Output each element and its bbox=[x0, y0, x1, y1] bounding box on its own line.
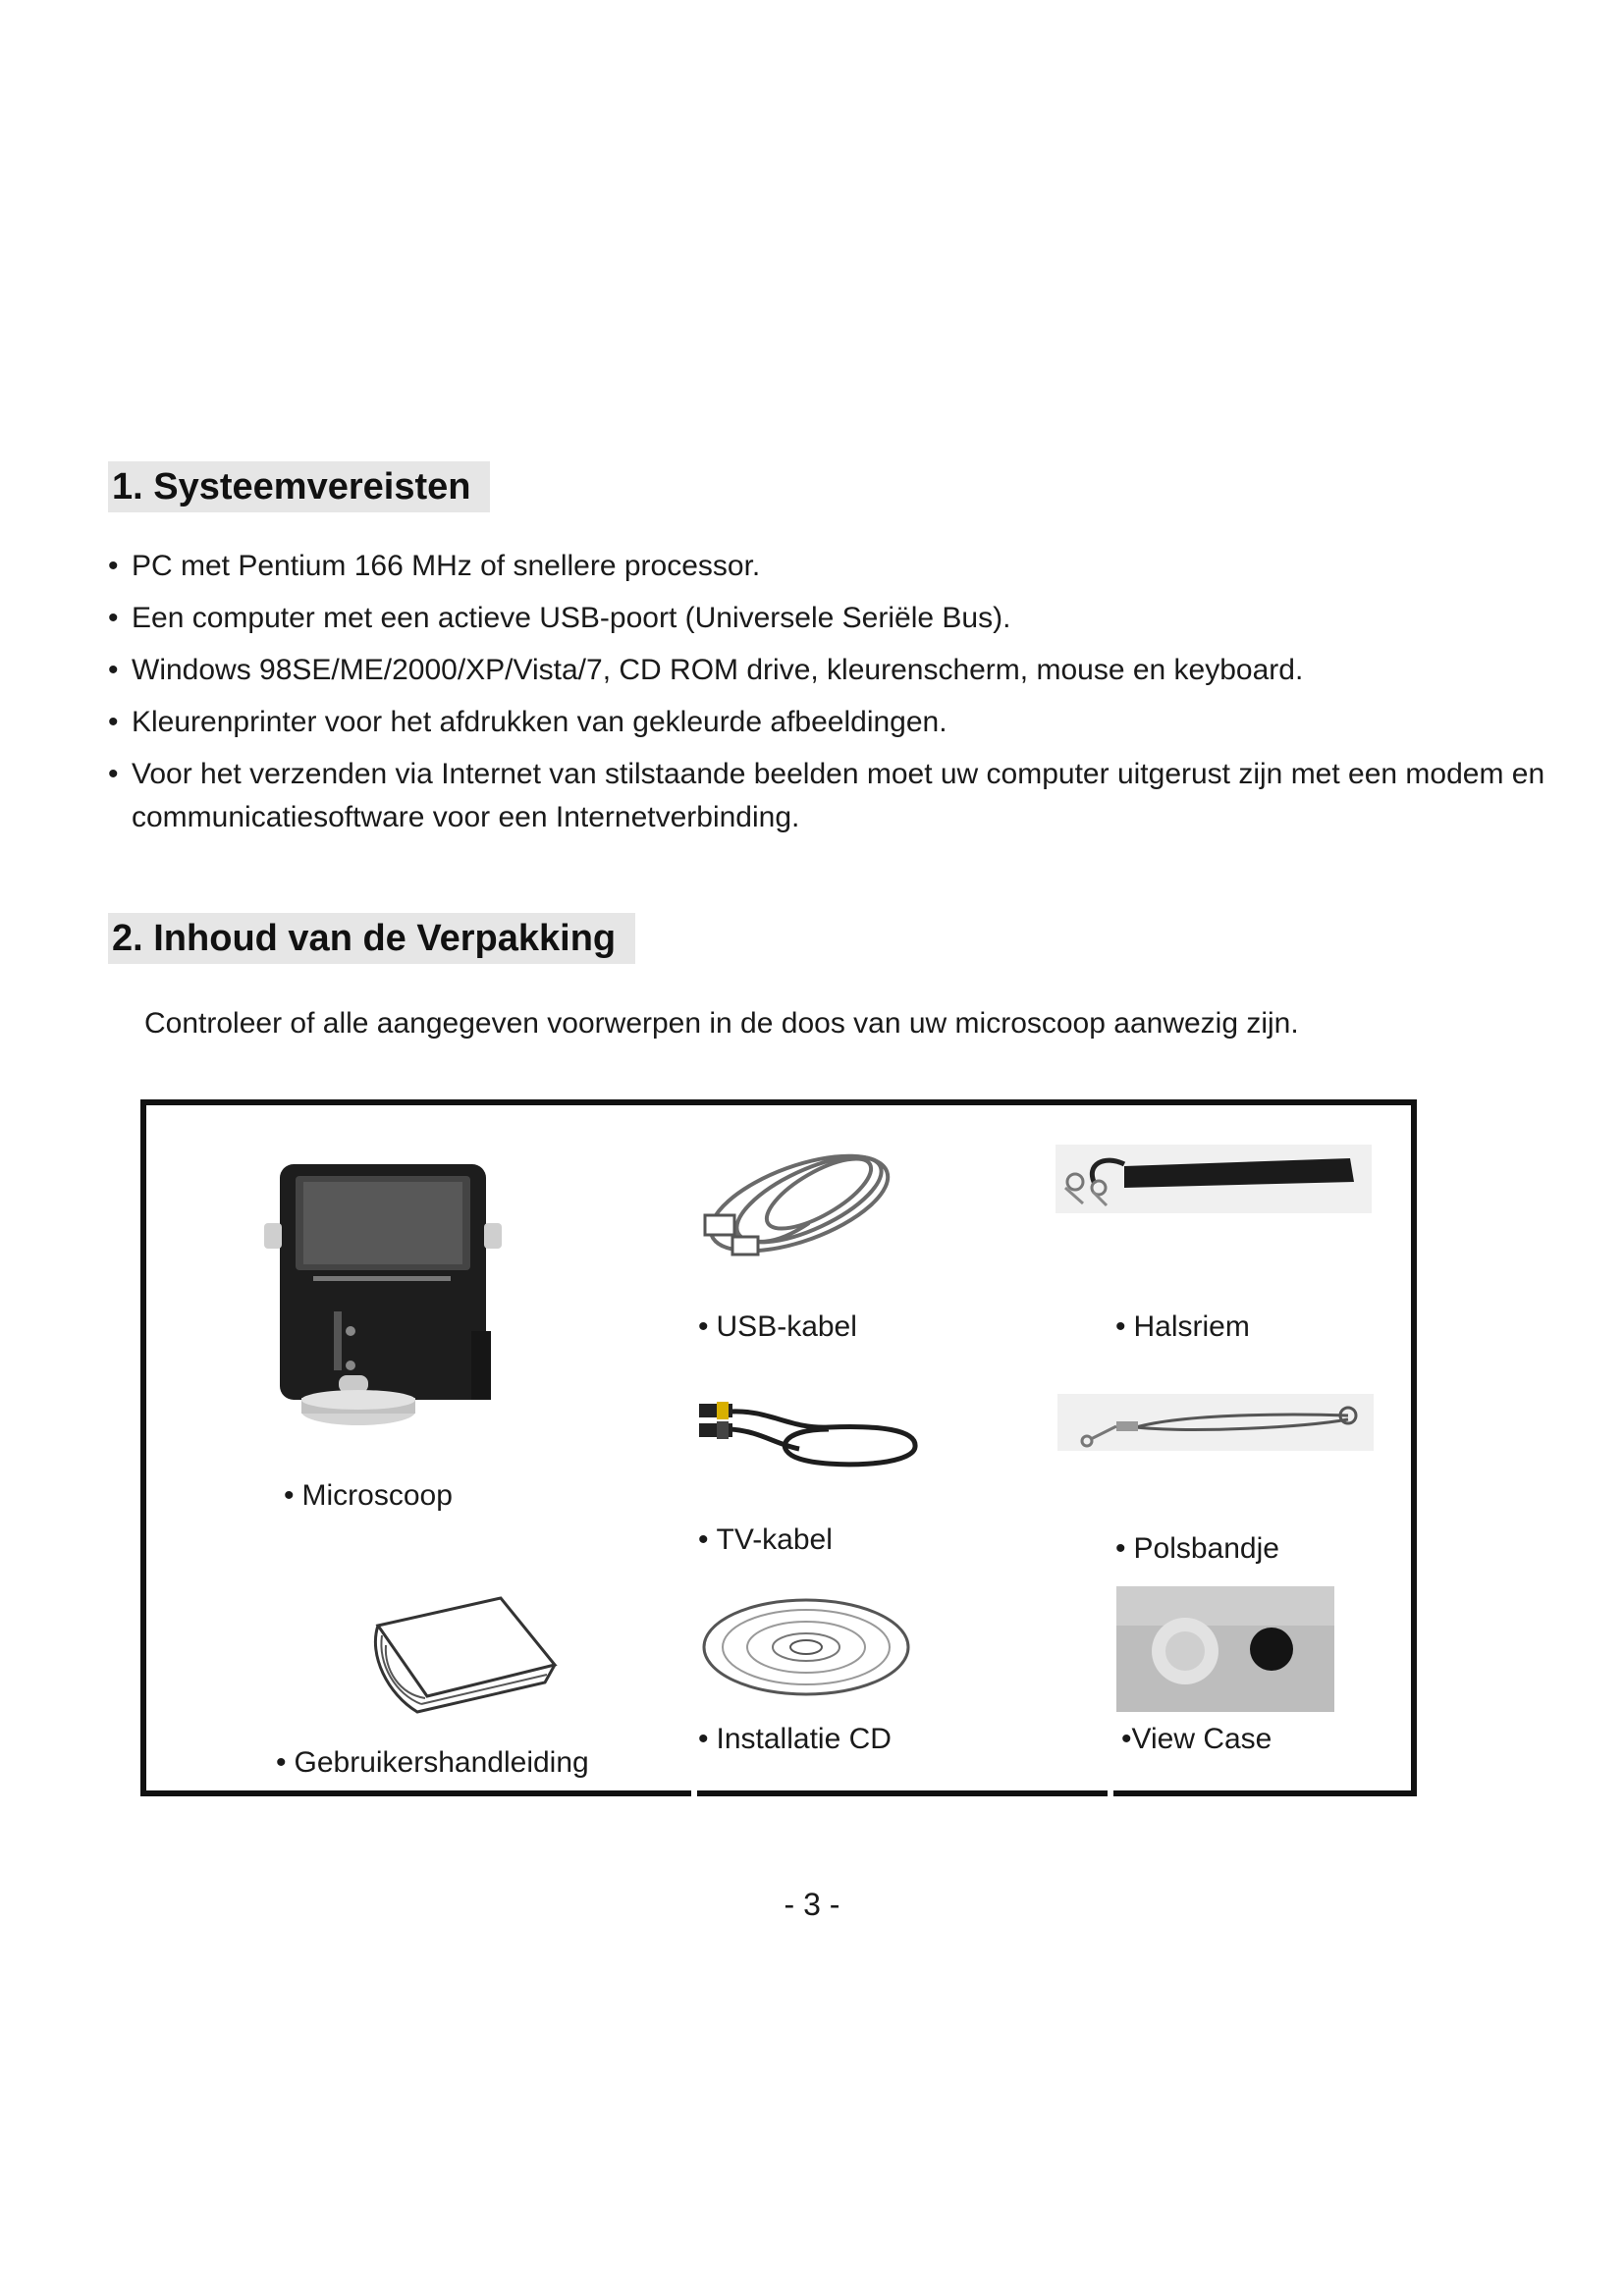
requirement-item: • Windows 98SE/ME/2000/XP/Vista/7, CD ROM drive, kleurenscherm, mouse en keyboard. bbox=[108, 649, 1561, 692]
item-label-installation-cd: • Installatie CD bbox=[698, 1723, 892, 1755]
page-number: - 3 - bbox=[784, 1887, 840, 1922]
user-manual-image bbox=[368, 1596, 565, 1724]
section-heading-systeemvereisten: 1. Systeemvereisten bbox=[108, 461, 490, 512]
requirement-item: • Een computer met een actieve USB-poort (Universele Seriële Bus). bbox=[108, 597, 1561, 640]
requirements-list bbox=[108, 545, 1561, 848]
package-contents-box bbox=[140, 1099, 1417, 1796]
item-label-microscope: • Microscoop bbox=[284, 1479, 453, 1512]
item-label-tv-cable: • TV-kabel bbox=[698, 1523, 833, 1556]
item-label-view-case: •View Case bbox=[1121, 1723, 1272, 1755]
installation-cd-image bbox=[700, 1596, 916, 1704]
border-gap bbox=[1108, 1790, 1113, 1796]
wrist-strap-image bbox=[1057, 1394, 1374, 1451]
item-label-wrist-strap: • Polsbandje bbox=[1115, 1532, 1279, 1565]
item-label-user-manual: • Gebruikershandleiding bbox=[276, 1746, 589, 1779]
item-label-neck-strap: • Halsriem bbox=[1115, 1310, 1250, 1343]
border-gap bbox=[691, 1790, 697, 1796]
package-intro-text: Controleer of alle aangegeven voorwerpen in de doos van uw microscoop aanwezig zijn. bbox=[144, 1007, 1299, 1040]
requirement-item: • PC met Pentium 166 MHz of snellere processor. bbox=[108, 545, 1561, 588]
requirement-item: • Kleurenprinter voor het afdrukken van gekleurde afbeeldingen. bbox=[108, 701, 1561, 744]
view-case-image bbox=[1116, 1586, 1334, 1712]
requirement-item: • Voor het verzenden via Internet van stilstaande beelden moet uw computer uitgerust zijn met een modem en communicatiesoftware voor een Internetverbinding. bbox=[108, 753, 1561, 839]
tv-cable-image bbox=[691, 1390, 937, 1478]
usb-cable-image bbox=[691, 1135, 912, 1272]
neck-strap-image bbox=[1056, 1145, 1372, 1213]
item-label-usb-cable: • USB-kabel bbox=[698, 1310, 857, 1343]
section-heading-inhoud-verpakking: 2. Inhoud van de Verpakking bbox=[108, 913, 635, 964]
microscope-image bbox=[260, 1154, 506, 1449]
